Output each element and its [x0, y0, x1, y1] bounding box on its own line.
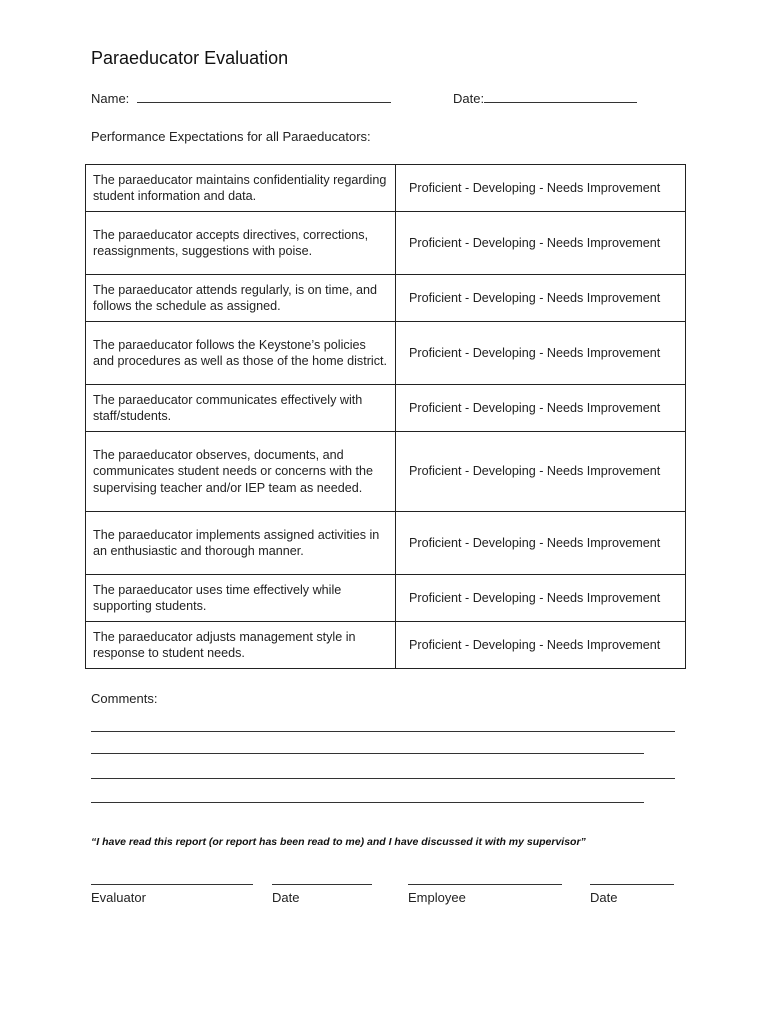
- comment-line[interactable]: [91, 802, 644, 803]
- criterion-cell: The paraeducator communicates effectively with staff/students.: [86, 385, 396, 432]
- employee-date-line[interactable]: [590, 884, 674, 885]
- table-row: [86, 512, 686, 575]
- date-label: Date:: [453, 91, 485, 106]
- evaluator-label: Evaluator: [91, 890, 146, 905]
- employee-signature-line[interactable]: [408, 884, 562, 885]
- evaluator-date-line[interactable]: [272, 884, 372, 885]
- name-field[interactable]: [91, 91, 391, 106]
- criterion-cell: The paraeducator adjusts management style in response to student needs.: [86, 622, 396, 669]
- criterion-cell: The paraeducator attends regularly, is on time, and follows the schedule as assigned.: [86, 275, 396, 322]
- evaluator-signature-line[interactable]: [91, 884, 253, 885]
- table-row: [86, 165, 686, 212]
- employee-label: Employee: [408, 890, 466, 905]
- evaluator-date-label: Date: [272, 890, 300, 905]
- rating-options[interactable]: Proficient - Developing - Needs Improvement: [396, 432, 686, 512]
- table-row: [86, 622, 686, 669]
- table-row: [86, 275, 686, 322]
- rating-options[interactable]: Proficient - Developing - Needs Improvement: [396, 385, 686, 432]
- rating-options[interactable]: Proficient - Developing - Needs Improvement: [396, 575, 686, 622]
- acknowledgement-statement: “I have read this report (or report has been read to me) and I have discussed it with my supervisor”: [91, 836, 586, 848]
- employee-date-label: Date: [590, 890, 618, 905]
- comment-line[interactable]: [91, 778, 675, 779]
- criterion-cell: The paraeducator accepts directives, corrections, reassignments, suggestions with poise.: [86, 212, 396, 275]
- rating-options[interactable]: Proficient - Developing - Needs Improvement: [396, 322, 686, 385]
- table-row: [86, 212, 686, 275]
- criterion-cell: The paraeducator uses time effectively while supporting students.: [86, 575, 396, 622]
- evaluation-table: [85, 164, 686, 669]
- table-row: [86, 575, 686, 622]
- name-label: Name:: [91, 91, 130, 106]
- rating-options[interactable]: Proficient - Developing - Needs Improvement: [396, 512, 686, 575]
- table-row: [86, 385, 686, 432]
- comment-line[interactable]: [91, 731, 675, 732]
- rating-options[interactable]: Proficient - Developing - Needs Improvement: [396, 165, 686, 212]
- intro-text: Performance Expectations for all Paraeducators:: [91, 129, 371, 144]
- name-blank-line: [137, 101, 391, 103]
- rating-options[interactable]: Proficient - Developing - Needs Improvement: [396, 622, 686, 669]
- comment-line[interactable]: [91, 753, 644, 754]
- criterion-cell: The paraeducator observes, documents, and communicates student needs or concerns with the supervising teacher and/or IEP team as needed.: [86, 432, 396, 512]
- criterion-cell: The paraeducator implements assigned activities in an enthusiastic and thorough manner.: [86, 512, 396, 575]
- rating-options[interactable]: Proficient - Developing - Needs Improvement: [396, 212, 686, 275]
- criterion-cell: The paraeducator follows the Keystone’s policies and procedures as well as those of the home district.: [86, 322, 396, 385]
- date-blank-line: [484, 101, 637, 103]
- date-field[interactable]: [453, 91, 637, 106]
- table-row: [86, 322, 686, 385]
- page-title: Paraeducator Evaluation: [91, 48, 289, 68]
- criterion-cell: The paraeducator maintains confidentiality regarding student information and data.: [86, 165, 396, 212]
- comments-label: Comments:: [91, 691, 158, 706]
- rating-options[interactable]: Proficient - Developing - Needs Improvement: [396, 275, 686, 322]
- table-row: [86, 432, 686, 512]
